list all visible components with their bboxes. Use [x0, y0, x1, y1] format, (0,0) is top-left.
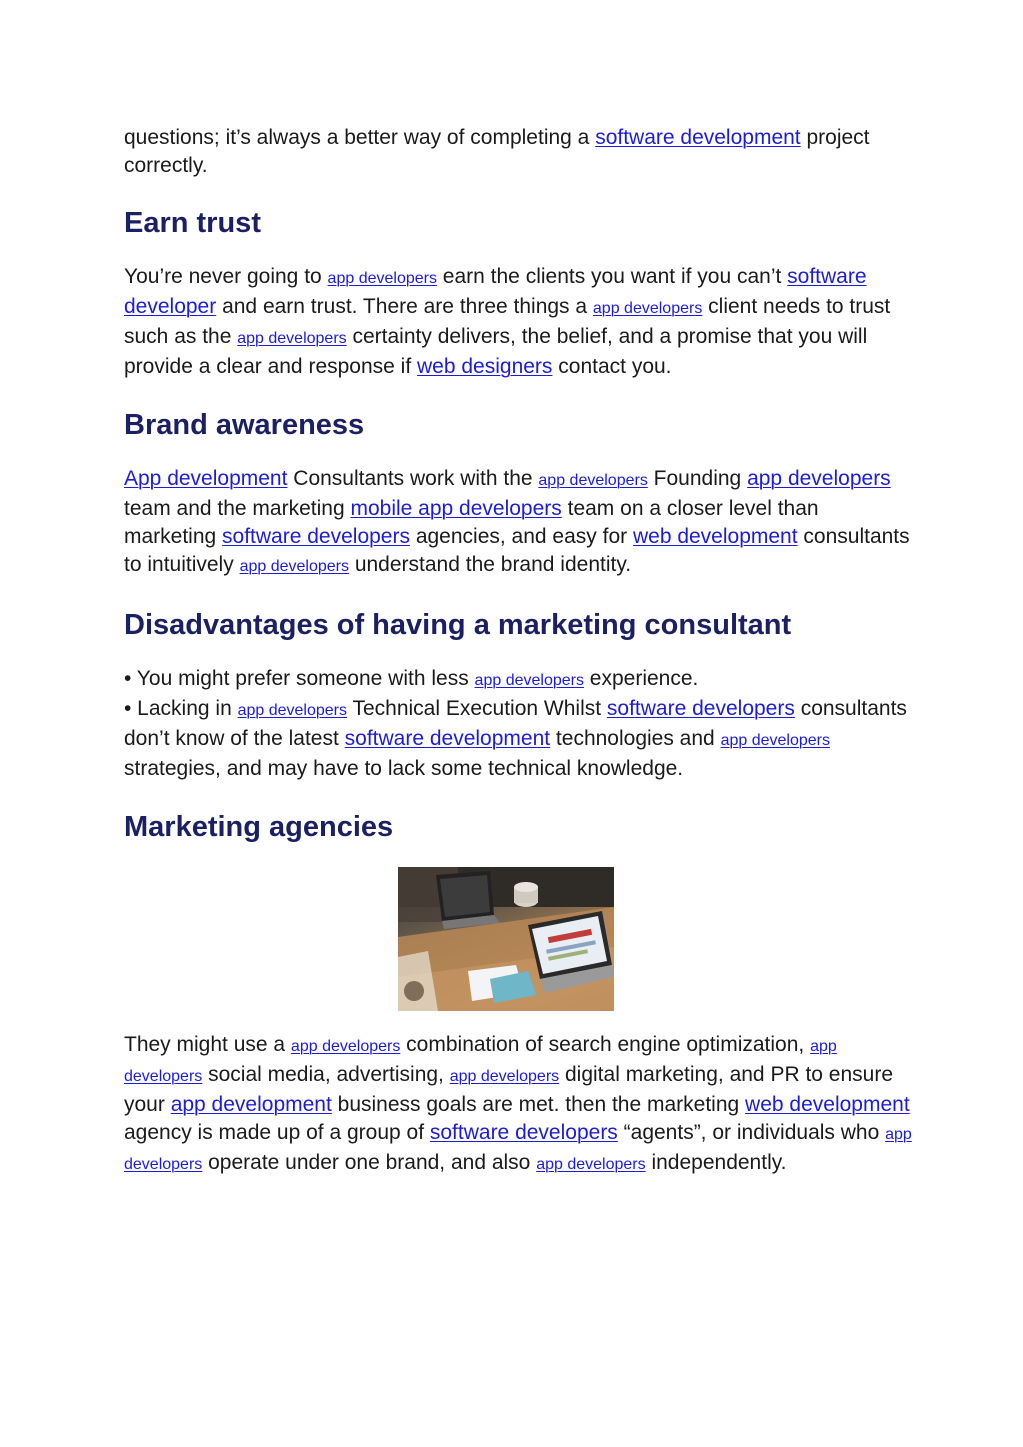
link-app-developers[interactable]: app developers — [474, 672, 584, 689]
text: • Lacking in — [124, 697, 238, 720]
link-software-development[interactable]: software development — [344, 727, 551, 750]
link-app-developers[interactable]: app developers — [239, 558, 349, 575]
text: strategies, and may have to lack some technical knowledge. — [124, 757, 684, 780]
text: client needs to trust such as the — [124, 295, 891, 348]
heading-brand-awareness: Brand awareness — [124, 409, 365, 441]
text: understand the brand identity. — [348, 553, 632, 576]
text: team on a closer level than marketing — [124, 497, 819, 548]
link-app-development[interactable]: App development — [124, 467, 288, 490]
text: consultants to intuitively — [124, 525, 910, 576]
link-app-developers[interactable]: app developers — [237, 330, 347, 347]
text: team and the marketing — [124, 497, 351, 520]
text: certainty delivers, the belief, and a promise that you will provide a clear and response if — [124, 325, 868, 378]
text: social media, advertising, — [202, 1063, 450, 1086]
link-app-developers[interactable]: app developers — [290, 1038, 401, 1055]
disadvantages-paragraph — [124, 665, 914, 783]
link-app-developers[interactable]: app developers — [124, 1038, 837, 1085]
intro-paragraph — [124, 124, 914, 180]
link-software-developers[interactable]: software developers — [429, 1121, 618, 1144]
link-software-developer[interactable]: software developer — [124, 265, 867, 318]
text: operate under one brand, and also — [202, 1151, 537, 1174]
heading-earn-trust: Earn trust — [124, 207, 261, 239]
link-web-development[interactable]: web development — [632, 525, 798, 548]
text: Technical Execution Whilst — [347, 697, 607, 720]
text: combination of search engine optimization, — [400, 1033, 811, 1056]
heading-marketing-agencies: Marketing agencies — [124, 811, 394, 843]
text: “agents”, or individuals who — [617, 1121, 886, 1144]
link-app-developers[interactable]: app developers — [327, 270, 437, 287]
text: and earn trust. There are three things a — [216, 295, 593, 318]
link-app-developers[interactable]: app developers — [237, 702, 348, 719]
link-software-developers[interactable]: software developers — [606, 697, 795, 720]
text: consultants don’t know of the latest — [124, 697, 907, 750]
text: agencies, and easy for — [409, 525, 633, 548]
link-software-developers[interactable]: software developers — [222, 525, 410, 548]
link-app-developers[interactable]: app developers — [720, 732, 830, 749]
link-app-developers[interactable]: app developers — [538, 472, 648, 489]
text: contact you. — [552, 355, 672, 378]
earn-trust-paragraph — [124, 263, 914, 381]
heading-disadvantages: Disadvantages of having a marketing consultant — [124, 609, 792, 641]
link-web-development[interactable]: web development — [745, 1093, 910, 1116]
text: • You might prefer someone with less — [124, 667, 475, 690]
laptops-on-desk-photo — [398, 867, 614, 1011]
text: technologies and — [550, 727, 721, 750]
link-app-developers[interactable]: app developers — [536, 1156, 646, 1173]
link-app-developers[interactable]: app developers — [449, 1068, 560, 1085]
text: project correctly. — [124, 126, 870, 177]
photo-illustration — [398, 867, 614, 1011]
text: earn the clients you want if you can’t — [436, 265, 788, 288]
text: They might use a — [124, 1033, 291, 1056]
text: independently. — [645, 1151, 787, 1174]
figure — [124, 867, 914, 1011]
text: Founding — [647, 467, 748, 490]
text: business goals are met. then the marketing — [331, 1093, 746, 1116]
link-app-developers[interactable]: app developers — [747, 467, 891, 490]
page-content — [124, 124, 914, 1179]
link-mobile-app-developers[interactable]: mobile app developers — [350, 497, 562, 520]
text: experience. — [583, 667, 699, 690]
text: digital marketing, and PR to ensure your — [124, 1063, 894, 1116]
agencies-paragraph — [124, 1031, 914, 1179]
text: You’re never going to — [124, 265, 328, 288]
brand-awareness-paragraph — [124, 465, 914, 581]
text: Consultants work with the — [287, 467, 539, 490]
link-app-developers[interactable]: app developers — [592, 300, 703, 317]
text: agency is made up of a group of — [124, 1121, 430, 1144]
link-app-developers[interactable]: app developers — [124, 1126, 912, 1173]
text: questions; it’s always a better way of completing a — [124, 126, 596, 149]
link-software-development[interactable]: software development — [595, 126, 801, 149]
link-web-designers[interactable]: web designers — [417, 355, 553, 378]
link-app-development[interactable]: app development — [170, 1093, 332, 1116]
